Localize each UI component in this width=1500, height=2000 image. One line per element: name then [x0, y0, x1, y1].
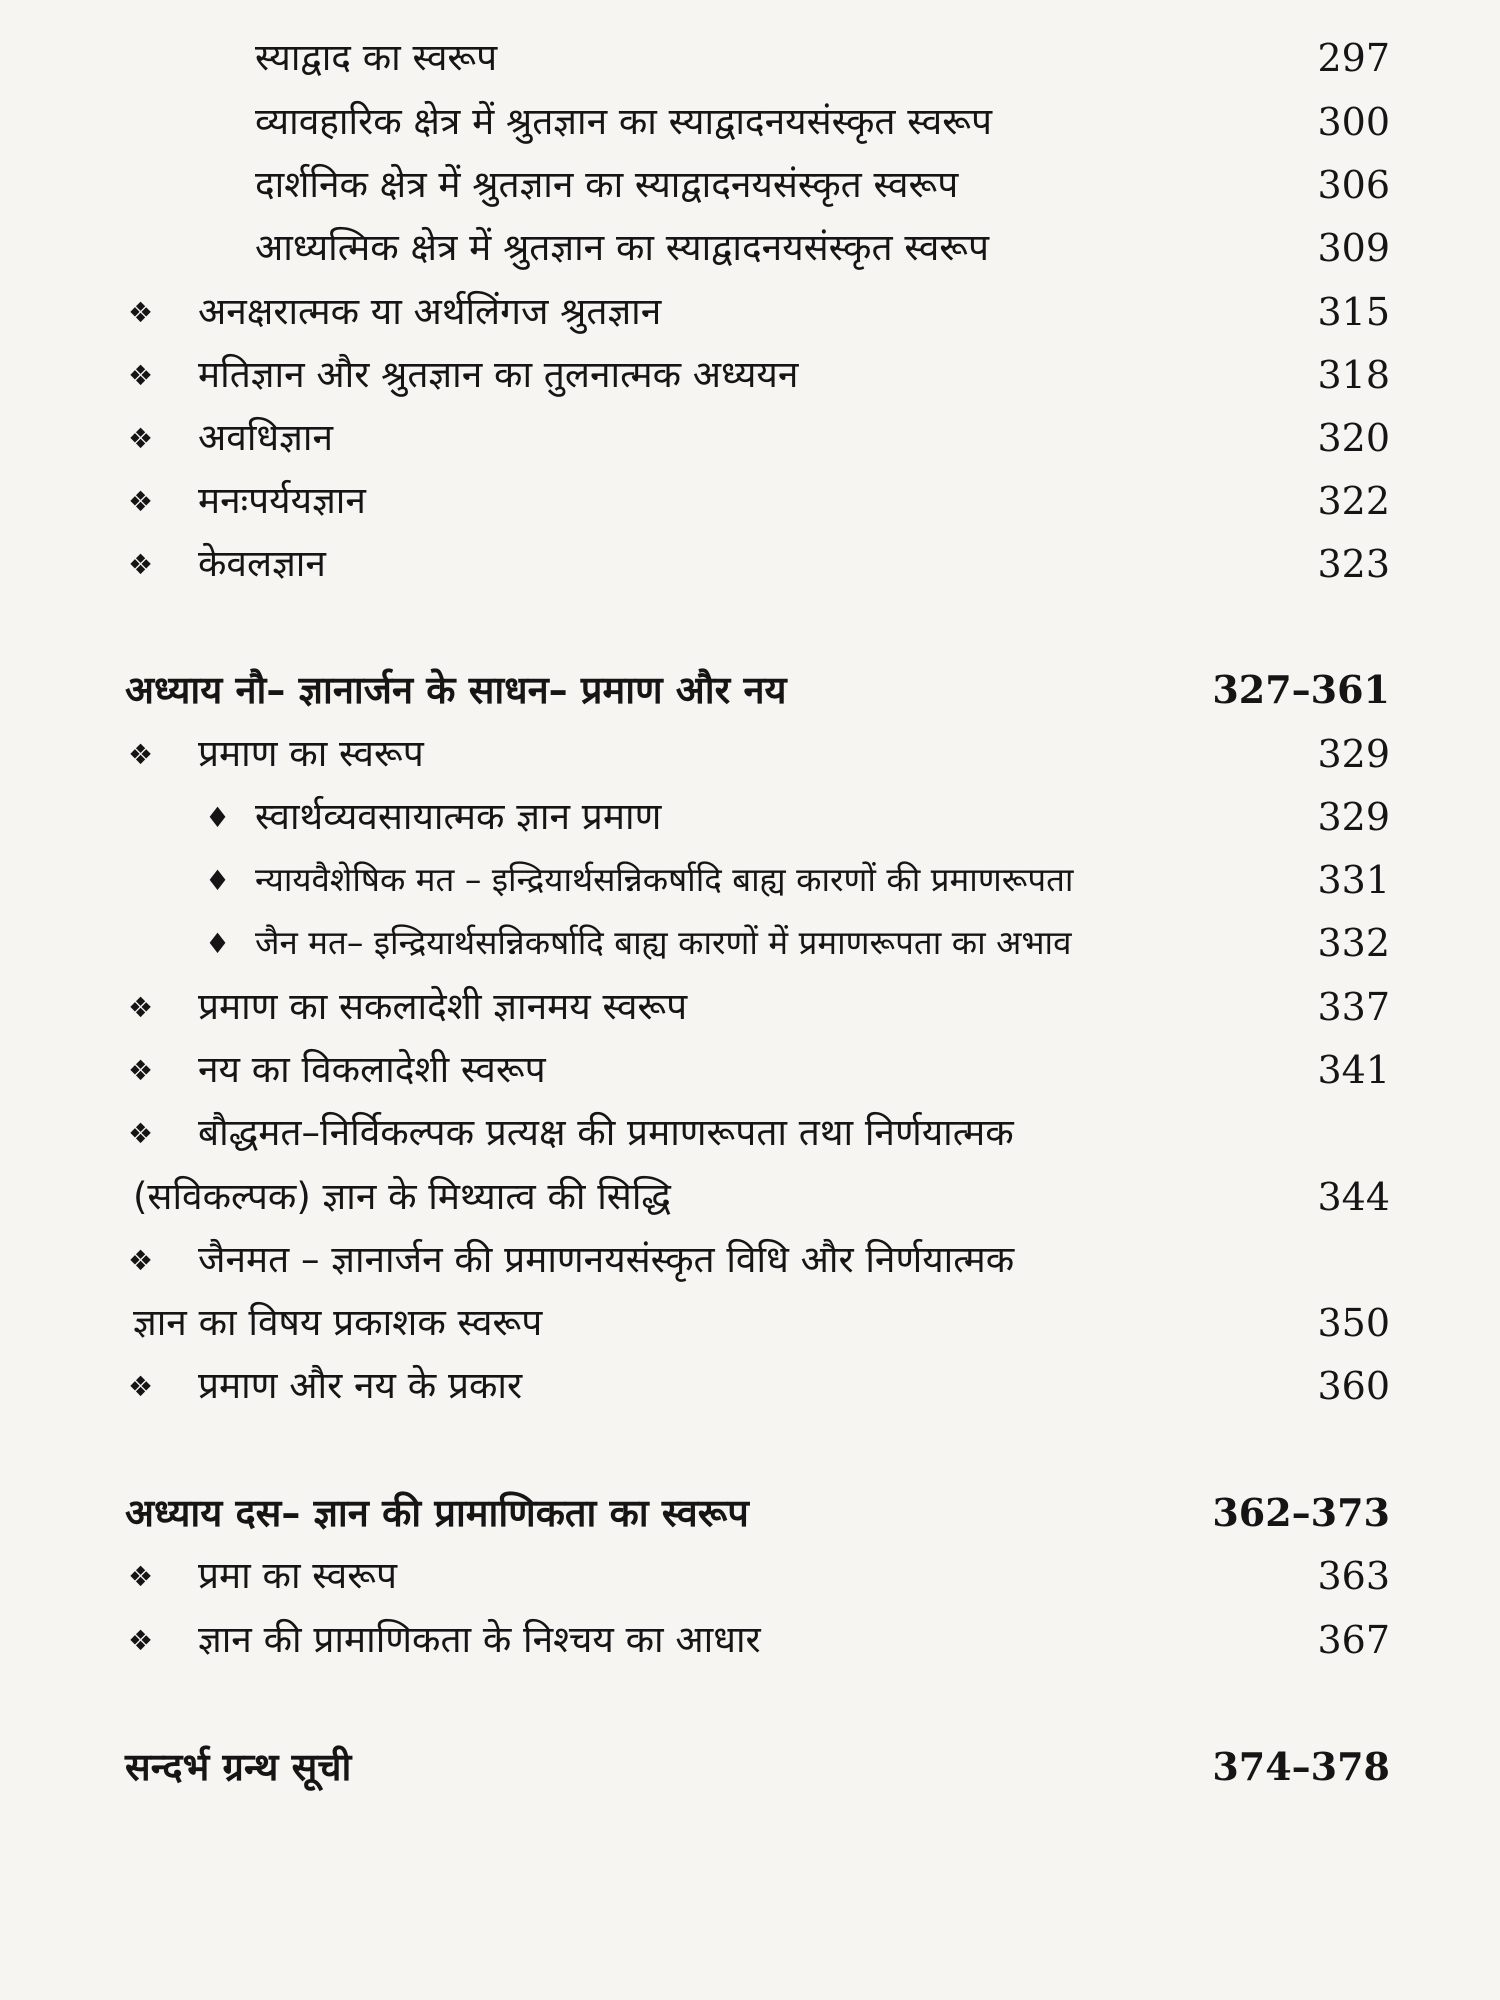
bibliography-heading[interactable] — [0, 1737, 1500, 1797]
four-diamond-bullet-icon: ❖ — [128, 1624, 154, 1657]
toc-entry-page: 332 — [1317, 921, 1390, 965]
toc-entry[interactable] — [0, 787, 1500, 847]
toc-entry[interactable] — [0, 218, 1500, 278]
chapter-pages: 362–373 — [1212, 1490, 1390, 1535]
toc-entry-title: प्रमाण और नय के प्रकार — [198, 1364, 523, 1407]
toc-entry-title: प्रमा का स्वरूप — [198, 1554, 398, 1597]
toc-entry-title: जैनमत – ज्ञानार्जन की प्रमाणनयसंस्कृत विधि और निर्णयात्मक — [198, 1238, 1015, 1281]
toc-entry-title: नय का विकलादेशी स्वरूप — [198, 1048, 546, 1091]
toc-entry[interactable] — [0, 724, 1500, 784]
four-diamond-bullet-icon: ❖ — [128, 359, 154, 392]
four-diamond-bullet-icon: ❖ — [128, 485, 154, 518]
toc-entry-title: न्यायवैशेषिक मत – इन्द्रियार्थसन्निकर्षादि बाह्य कारणों की प्रमाणरूपता — [255, 860, 1074, 899]
toc-entry-title: आध्यत्मिक क्षेत्र में श्रुतज्ञान का स्याद्वादनयसंस्कृत स्वरूप — [255, 226, 990, 269]
toc-entry-page: 367 — [1317, 1618, 1390, 1662]
four-diamond-bullet-icon: ❖ — [128, 738, 154, 771]
toc-entry-page: 320 — [1317, 416, 1390, 460]
toc-entry[interactable] — [0, 1546, 1500, 1606]
diamond-bullet-icon: ♦ — [205, 927, 231, 960]
toc-entry-page: 297 — [1317, 36, 1390, 80]
toc-entry-continuation[interactable] — [0, 1167, 1500, 1227]
toc-entry[interactable] — [0, 534, 1500, 594]
toc-entry[interactable] — [0, 1230, 1500, 1290]
toc-entry-page: 363 — [1317, 1554, 1390, 1598]
diamond-bullet-icon: ♦ — [205, 801, 231, 834]
toc-entry-title: स्वार्थव्यवसायात्मक ज्ञान प्रमाण — [255, 795, 662, 838]
toc-entry-page: 331 — [1317, 858, 1390, 902]
toc-entry-title: केवलज्ञान — [198, 542, 326, 585]
toc-entry[interactable] — [0, 345, 1500, 405]
bibliography-title: सन्दर्भ ग्रन्थ सूची — [125, 1745, 352, 1789]
chapter-pages: 327–361 — [1212, 667, 1390, 712]
toc-entry[interactable] — [0, 1103, 1500, 1163]
toc-entry[interactable] — [0, 913, 1500, 973]
toc-entry-title: मतिज्ञान और श्रुतज्ञान का तुलनात्मक अध्ययन — [198, 353, 799, 396]
toc-entry-page: 341 — [1317, 1048, 1390, 1092]
four-diamond-bullet-icon: ❖ — [128, 548, 154, 581]
chapter-heading[interactable] — [0, 660, 1500, 720]
chapter-title: अध्याय दस– ज्ञान की प्रामाणिकता का स्वरूप — [125, 1491, 749, 1535]
toc-entry[interactable] — [0, 1356, 1500, 1416]
toc-entry[interactable] — [0, 977, 1500, 1037]
toc-entry[interactable] — [0, 408, 1500, 468]
bibliography-pages: 374–378 — [1212, 1744, 1390, 1789]
four-diamond-bullet-icon: ❖ — [128, 296, 154, 329]
diamond-bullet-icon: ♦ — [205, 864, 231, 897]
four-diamond-bullet-icon: ❖ — [128, 1560, 154, 1593]
four-diamond-bullet-icon: ❖ — [128, 1370, 154, 1403]
toc-entry[interactable] — [0, 28, 1500, 88]
toc-entry-page: 360 — [1317, 1364, 1390, 1408]
toc-entry-page: 329 — [1317, 795, 1390, 839]
toc-entry-page: 309 — [1317, 226, 1390, 270]
toc-entry-title: स्याद्वाद का स्वरूप — [255, 36, 498, 79]
toc-entry[interactable] — [0, 1610, 1500, 1670]
toc-entry[interactable] — [0, 850, 1500, 910]
toc-entry-title: प्रमाण का सकलादेशी ज्ञानमय स्वरूप — [198, 985, 688, 1028]
four-diamond-bullet-icon: ❖ — [128, 1054, 154, 1087]
toc-entry-title: अनक्षरात्मक या अर्थलिंगज श्रुतज्ञान — [198, 290, 662, 333]
toc-entry-title: जैन मत– इन्द्रियार्थसन्निकर्षादि बाह्य कारणों में प्रमाणरूपता का अभाव — [255, 923, 1072, 962]
four-diamond-bullet-icon: ❖ — [128, 422, 154, 455]
chapter-heading[interactable] — [0, 1483, 1500, 1543]
four-diamond-bullet-icon: ❖ — [128, 1244, 154, 1277]
toc-entry-page: 323 — [1317, 542, 1390, 586]
toc-entry[interactable] — [0, 1040, 1500, 1100]
toc-entry-page: 350 — [1317, 1301, 1390, 1345]
toc-entry-page: 322 — [1317, 479, 1390, 523]
toc-entry-title: दार्शनिक क्षेत्र में श्रुतज्ञान का स्याद्वादनयसंस्कृत स्वरूप — [255, 163, 959, 206]
four-diamond-bullet-icon: ❖ — [128, 991, 154, 1024]
toc-entry[interactable] — [0, 155, 1500, 215]
toc-entry-page: 337 — [1317, 985, 1390, 1029]
toc-entry-title-continued: ज्ञान का विषय प्रकाशक स्वरूप — [133, 1301, 543, 1344]
chapter-title: अध्याय नौ– ज्ञानार्जन के साधन– प्रमाण और नय — [125, 668, 787, 712]
four-diamond-bullet-icon: ❖ — [128, 1117, 154, 1150]
toc-entry-page: 318 — [1317, 353, 1390, 397]
toc-entry-title: बौद्धमत–निर्विकल्पक प्रत्यक्ष की प्रमाणरूपता तथा निर्णयात्मक — [198, 1111, 1014, 1154]
toc-entry-page: 344 — [1317, 1175, 1390, 1219]
toc-entry-title: प्रमाण का स्वरूप — [198, 732, 424, 775]
toc-entry-page: 306 — [1317, 163, 1390, 207]
toc-entry-title: ज्ञान की प्रामाणिकता के निश्चय का आधार — [198, 1618, 761, 1661]
toc-entry-title-continued: (सविकल्पक) ज्ञान के मिथ्यात्व की सिद्धि — [133, 1175, 671, 1218]
toc-entry[interactable] — [0, 282, 1500, 342]
toc-entry-title: व्यावहारिक क्षेत्र में श्रुतज्ञान का स्याद्वादनयसंस्कृत स्वरूप — [255, 100, 992, 143]
toc-entry[interactable] — [0, 471, 1500, 531]
toc-entry-page: 329 — [1317, 732, 1390, 776]
toc-entry-title: मनःपर्ययज्ञान — [198, 479, 366, 522]
toc-entry[interactable] — [0, 92, 1500, 152]
toc-entry-page: 300 — [1317, 100, 1390, 144]
toc-entry-title: अवधिज्ञान — [198, 416, 334, 459]
toc-entry-continuation[interactable] — [0, 1293, 1500, 1353]
toc-entry-page: 315 — [1317, 290, 1390, 334]
